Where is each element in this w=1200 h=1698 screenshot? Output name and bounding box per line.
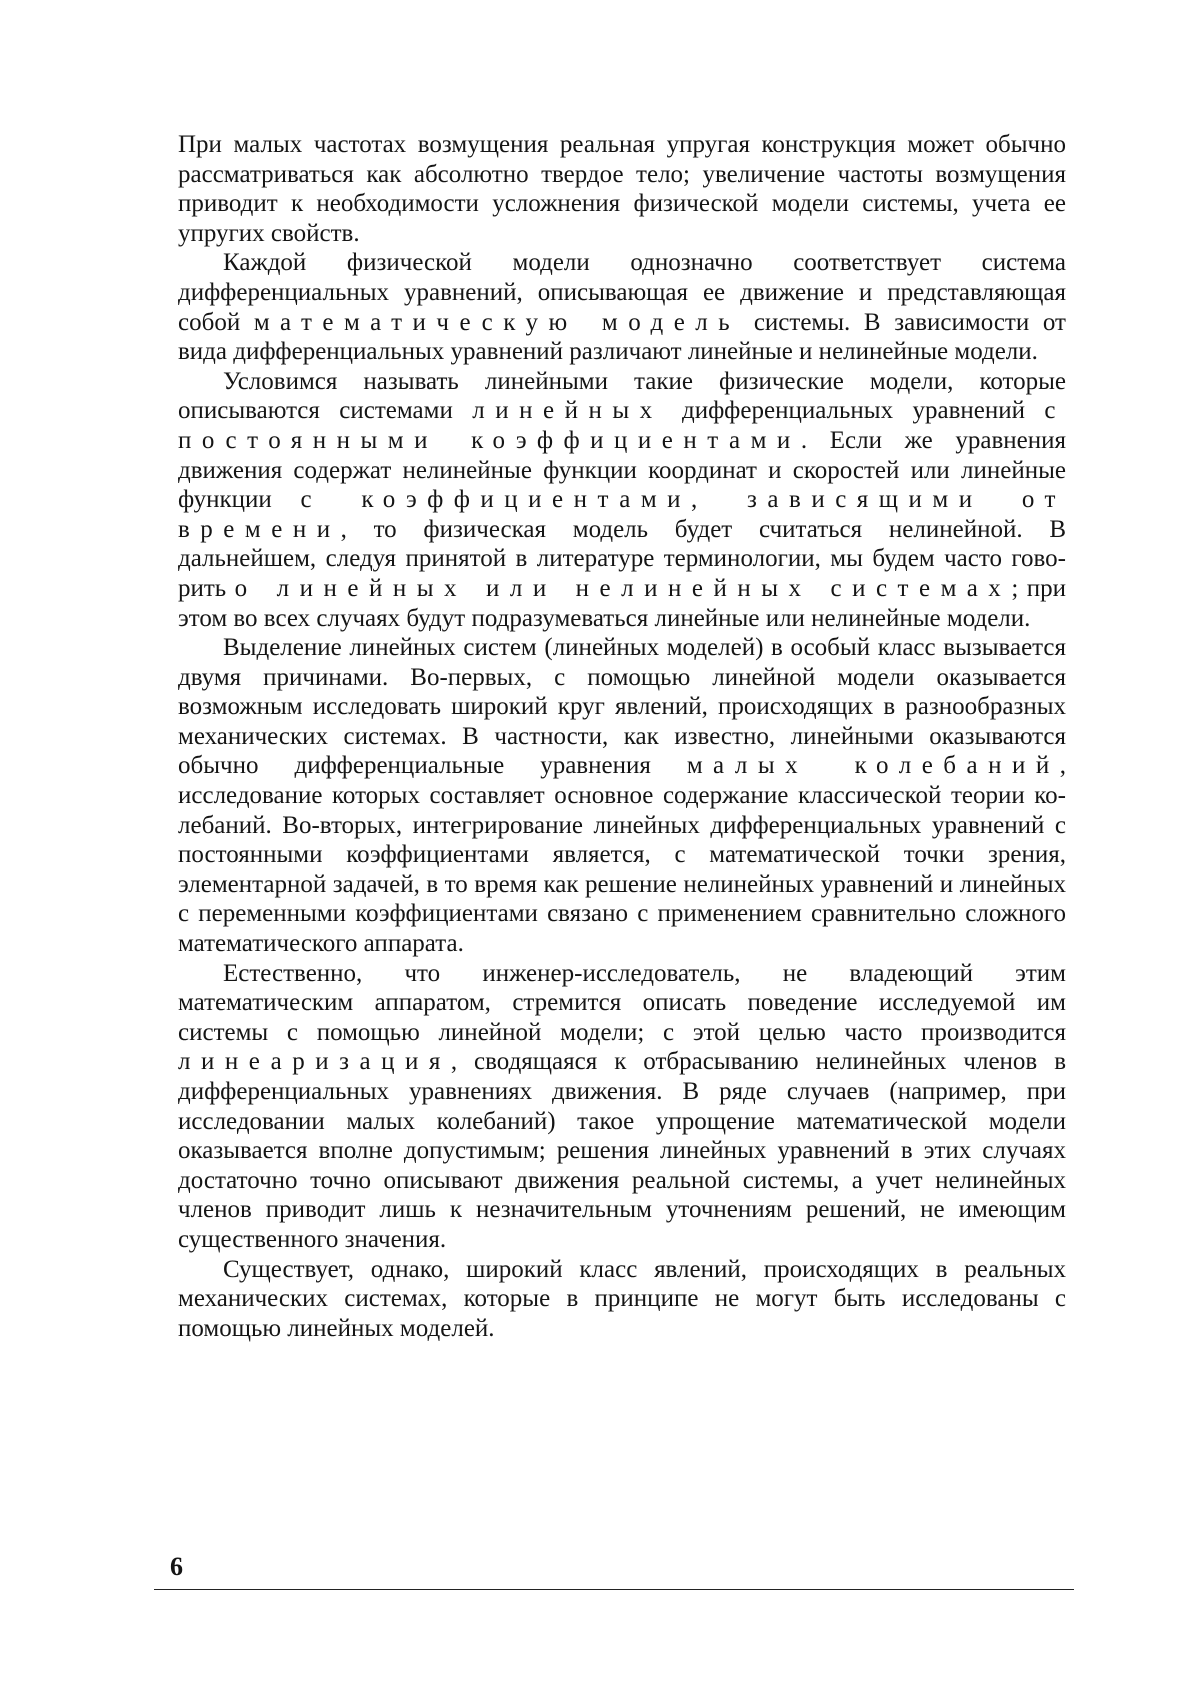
- paragraph-text: дифференциальных уравнений: [662, 397, 1045, 425]
- paragraph-text: Каждой физической модели однозначно соответствует система дифференциальных уравнений, описывающая ее движение и представляющая собой: [178, 249, 1066, 336]
- spaced-emphasis: о линейных или нелинейных системах: [234, 574, 1012, 602]
- paragraph-5: [178, 959, 1066, 1255]
- paragraph-text: Выделение линейных систем (линейных моделей) в особый класс вызывается двумя причинами. Во-первых, с помощью линейной модели оказывается возможным исследовать широкий круг явлений, происходящих в разнообразных механических системах. В частности, как известно, линейными оказываются обычно дифференциальные уравнения: [178, 634, 1066, 780]
- paragraph-text: системы. В зависимости от вида дифференциальных уравнений различают линейные и нелинейные модели.: [178, 308, 1066, 366]
- paragraph-text: , исследование которых составляет основное содержание классической теории колебаний. Во-вторых, интегрирование линейных дифференциальных уравнений с постоянными коэффициентами является, с математической точки зрения, элементарной задачей, в то время как решение нелинейных уравнений и линейных с переменными коэффициентами связано с применением сравнительно сложного математического аппарата.: [178, 752, 1066, 958]
- paragraph-2: [178, 248, 1066, 366]
- spaced-emphasis: малых колебаний: [686, 752, 1060, 780]
- paragraph-text: При малых частотах возмущения реальная упругая конструкция может обычно рассматриваться как абсолютно твердое тело; увеличение частоты возмущения приводит к необходимости усложнения физической модели системы, учета ее упругих свойств.: [178, 131, 1066, 247]
- page-number: 6: [170, 1552, 183, 1581]
- paragraph-3: [178, 367, 1066, 633]
- paragraph-text: , сводящаяся к отбрасыванию нелинейных членов в дифференциальных уравнениях движения. В ряде случаев (например, при исследовании малых колебаний) такое упрощение математической модели оказывается вполне допустимым; решения линейных уравнений в этих случаях достаточно точно описывают движения реальной системы, а учет нелинейных членов приводит лишь к незначительным уточнениям решений, не имеющим существенного значения.: [178, 1048, 1066, 1253]
- paragraph-4: [178, 633, 1066, 959]
- paragraph-text: ; при этом во всех случаях будут подразумеваться линейные или нелинейные модели.: [178, 574, 1066, 632]
- footer-rule: [154, 1589, 1074, 1590]
- spaced-emphasis: математическую модель: [253, 308, 741, 336]
- paragraph-text: , то физическая модель будет считаться нелинейной. В дальнейшем, следуя принятой в литературе терминологии, мы будем часто говорить: [178, 515, 1066, 602]
- page-body: [178, 130, 1066, 1343]
- spaced-emphasis: линеаризация: [178, 1048, 451, 1076]
- spaced-emphasis: с коэффициентами, зависящими от времени: [178, 486, 1066, 543]
- paragraph-text: Естественно, что инженер-исследователь, не владеющий этим математическим аппаратом, стремится описать поведение исследуемой им системы с помощью линейной модели; с этой целью часто производится: [178, 959, 1066, 1046]
- spaced-emphasis: с постоянными коэффициентами: [178, 397, 1066, 454]
- spaced-emphasis: линейных: [472, 397, 663, 425]
- paragraph-6: [178, 1255, 1066, 1344]
- paragraph-text: Условимся называть линейными такие физические модели, которые описываются системами: [178, 367, 1066, 425]
- paragraph-1: [178, 130, 1066, 248]
- paragraph-text: Существует, однако, широкий класс явлений, происходящих в реальных механических системах, которые в принципе не могут быть исследованы с помощью линейных моделей.: [178, 1255, 1066, 1342]
- paragraph-text: . Если же уравнения движения содержат нелинейные функции координат и скоростей или линейные функции: [178, 426, 1066, 514]
